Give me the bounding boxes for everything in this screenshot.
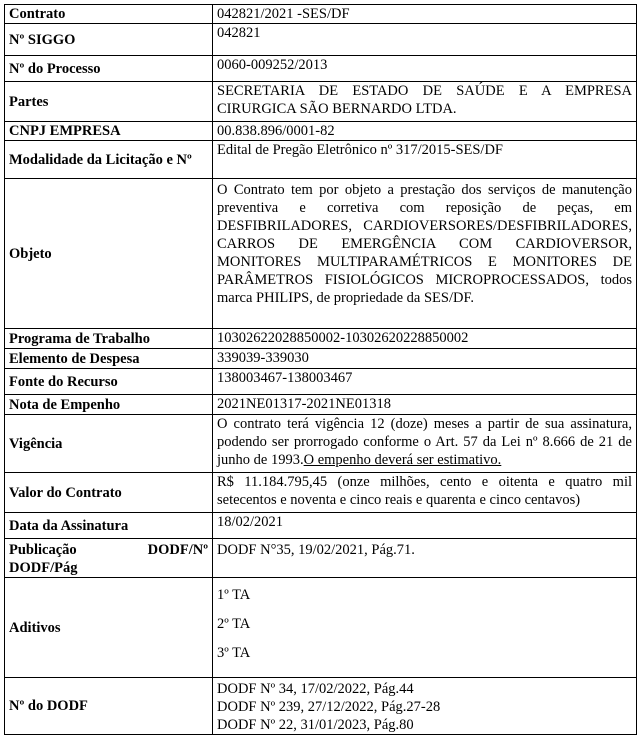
aditivo-item: 2º TA (217, 616, 251, 632)
partes-label: Partes (5, 82, 213, 122)
fonte-value: 138003467-138003467 (213, 369, 637, 395)
aditivo-item: 3º TA (217, 645, 251, 661)
objeto-label: Objeto (5, 179, 213, 329)
dodf-item: DODF Nº 22, 31/01/2023, Pág.80 (217, 717, 414, 733)
publicacao-value: DODF N°35, 19/02/2021, Pág.71. (213, 539, 637, 578)
valor-value: R$ 11.184.795,45 (onze milhões, cento e oitenta e quatro mil setecentos e noventa e cinco reais e quarenta e cinco centavos) (213, 473, 637, 513)
vigencia-label: Vigência (5, 415, 213, 473)
fonte-label: Fonte do Recurso (5, 369, 213, 395)
empenho-label: Nota de Empenho (5, 395, 213, 415)
programa-value: 10302622028850002-10302620228850002 (213, 329, 637, 349)
aditivos-value (213, 578, 637, 678)
dodf-item: DODF Nº 239, 27/12/2022, Pág.27-28 (217, 699, 441, 715)
processo-label: Nº do Processo (5, 56, 213, 82)
elemento-value: 339039-339030 (213, 349, 637, 369)
contrato-value: 042821/2021 -SES/DF (213, 5, 637, 24)
processo-value: 0060-009252/2013 (213, 56, 637, 82)
cnpj-label: CNPJ EMPRESA (5, 122, 213, 141)
contract-table (4, 4, 637, 735)
modalidade-value: Edital de Pregão Eletrônico nº 317/2015-SES/DF (213, 141, 637, 179)
empenho-value: 2021NE01317-2021NE01318 (213, 395, 637, 415)
data-label: Data da Assinatura (5, 513, 213, 539)
publicacao-label-text: Publicação DODF/Nº DODF/Pág (9, 542, 208, 576)
dodf-value (213, 678, 637, 735)
valor-label: Valor do Contrato (5, 473, 213, 513)
vigencia-note: O empenho deverá ser estimativo. (303, 452, 502, 468)
contrato-label: Contrato (5, 5, 213, 24)
partes-value: SECRETARIA DE ESTADO DE SAÚDE E A EMPRESA CIRURGICA SÃO BERNARDO LTDA. (213, 82, 637, 122)
publicacao-label (5, 539, 213, 578)
dodf-item: DODF Nº 34, 17/02/2022, Pág.44 (217, 681, 414, 697)
aditivos-label: Aditivos (5, 578, 213, 678)
vigencia-value (213, 415, 637, 473)
dodf-label: Nº do DODF (5, 678, 213, 735)
siggo-label: Nº SIGGO (5, 24, 213, 56)
data-value: 18/02/2021 (213, 513, 637, 539)
aditivo-item: 1º TA (217, 587, 251, 603)
vigencia-text: O contrato terá vigência 12 (doze) meses a partir de sua assinatura, podendo ser prorrogado conforme o Art. 57 da Lei nº 8.666 de 21 de junho de 1993. (217, 416, 632, 468)
modalidade-label: Modalidade da Licitação e Nº (5, 141, 213, 179)
cnpj-value: 00.838.896/0001-82 (213, 122, 637, 141)
programa-label: Programa de Trabalho (5, 329, 213, 349)
objeto-value: O Contrato tem por objeto a prestação dos serviços de manutenção preventiva e corretiva com reposição de peças, em DESFIBRILADORES, CARDIOVERSORES/DESFIBRILADORES, CARROS DE EMERGÊNCIA COM CARDIOVERSOR, MONITORES MULTIPARAMÉTRICOS E MONITORES DE PARÂMETROS FISIOLÓGICOS MICROPROCESSADOS, todos marca PHILIPS, de propriedade da SES/DF. (213, 179, 637, 329)
siggo-value: 042821 (213, 24, 637, 56)
elemento-label: Elemento de Despesa (5, 349, 213, 369)
